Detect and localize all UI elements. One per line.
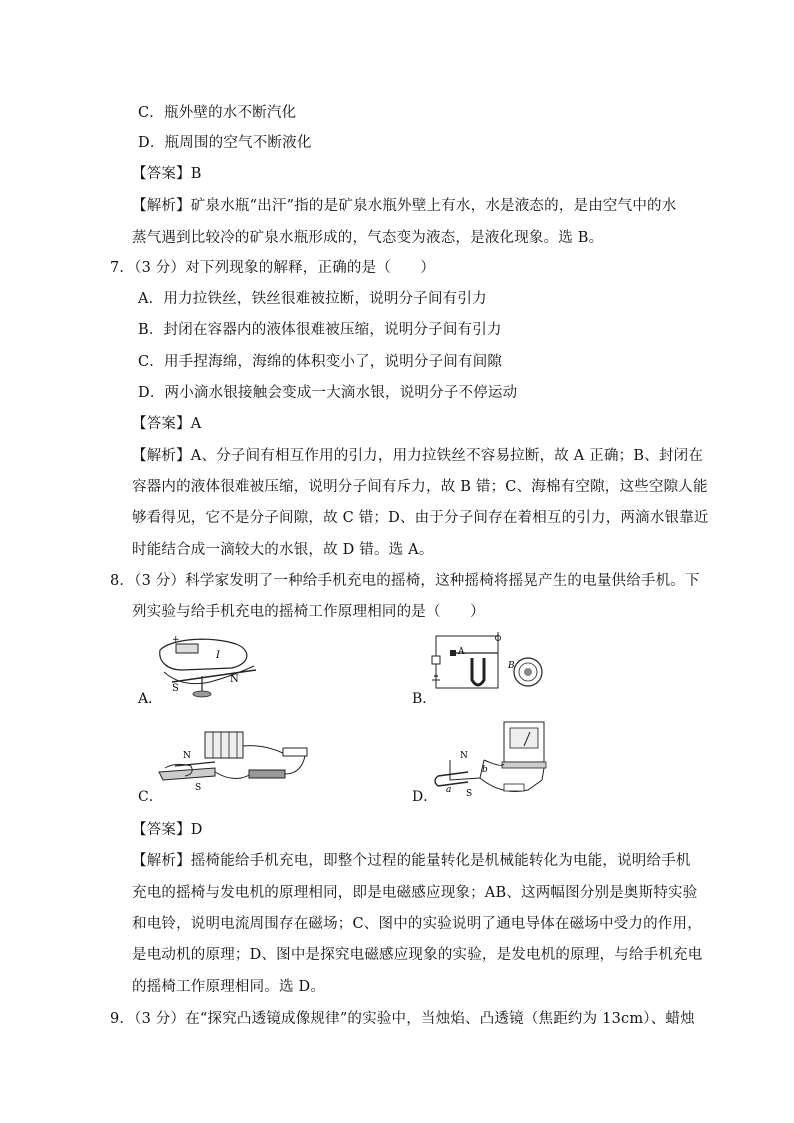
fig-d-a: a [446, 785, 452, 795]
q7-explanation-line-4: 时能结合成一滴较大的水银，故 D 错。选 A。 [132, 542, 434, 558]
q9-stem-line-1: 9．（3 分）在“探究凸透镜成像规律”的实验中，当烛焰、凸透镜（焦距约为 13cm）、蜡烛 [110, 1011, 695, 1027]
q6-option-d: D．瓶周围的空气不断液化 [138, 135, 312, 151]
fig-a-minus: − [198, 635, 206, 645]
q8-option-b-label: B． [412, 691, 437, 707]
q6-answer: 【答案】B [132, 166, 202, 182]
fig-c-s: S [195, 783, 202, 792]
q7-explanation-line-2: 容器内的液体很难被压缩，说明分子间有斥力，故 B 错；C、海棉有空隙，这些空隙人能 [132, 479, 708, 495]
q7-option-c: C．用手捏海绵，海绵的体积变小了，说明分子间有间隙 [138, 354, 503, 370]
fig-a-n: N [230, 674, 239, 685]
q7-option-a: A．用力拉铁丝，铁丝很难被拉断，说明分子间有引力 [138, 291, 487, 307]
q8-explanation-line-4: 是电动机的原理；D、图中是探究电磁感应现象的实验，是发电机的原理，与给手机充电 [132, 947, 703, 963]
q8-option-c-label: C． [138, 789, 163, 805]
fig-c-n: N [183, 751, 191, 761]
q8-stem-line-2: 列实验与给手机充电的摇椅工作原理相同的是（ ） [132, 604, 485, 620]
fig-a-s: S [172, 683, 179, 694]
figure-c-motor-principle [155, 728, 325, 792]
fig-d-s: S [466, 789, 473, 799]
q7-explanation-line-3: 够看得见，它不是分子间隙，故 C 错；D、由于分子间存在着相互的引力，两滴水银靠近 [132, 510, 709, 526]
q8-explanation-line-3: 和电铃，说明电流周围存在磁场；C、图中的实验说明了通电导体在磁场中受力的作用， [132, 916, 702, 932]
q7-answer: 【答案】A [132, 416, 202, 432]
q8-explanation-line-1: 【解析】摇椅能给手机充电，即整个过程的能量转化是机械能转化为电能，说明给手机 [132, 853, 691, 869]
figure-d-electromagnetic-induction [432, 720, 562, 802]
q8-answer: 【答案】D [132, 822, 203, 838]
q7-stem: 7．（3 分）对下列现象的解释，正确的是（ ） [110, 260, 436, 276]
fig-b-a: A [458, 647, 465, 657]
q8-explanation-line-5: 的摇椅工作原理相同。选 D。 [132, 979, 326, 995]
q6-explanation-line-1: 【解析】矿泉水瓶“出汗”指的是矿泉水瓶外壁上有水，水是液态的，是由空气中的水 [132, 198, 677, 214]
q8-explanation-line-2: 充电的摇椅与发电机的原理相同，即是电磁感应现象；AB、这两幅图分别是奥斯特实验 [132, 885, 698, 901]
q7-option-b: B．封闭在容器内的液体很难被压缩，说明分子间有引力 [138, 322, 502, 338]
figure-a-oersted-experiment [152, 630, 282, 698]
figure-b-electric-bell [428, 632, 558, 696]
q6-option-c: C．瓶外壁的水不断汽化 [138, 105, 297, 121]
q8-stem-line-1: 8．（3 分）科学家发明了一种给手机充电的摇椅，这种摇椅将摇晃产生的电量供给手机。下 [110, 573, 700, 589]
fig-d-n: N [460, 751, 468, 761]
fig-d-b: b [482, 765, 488, 775]
q8-option-a-label: A． [138, 691, 163, 707]
q7-option-d: D．两小滴水银接触会变成一大滴水银，说明分子不停运动 [138, 385, 518, 401]
fig-b-b: B [508, 661, 515, 671]
fig-a-plus: + [172, 635, 180, 645]
q6-explanation-line-2: 蒸气遇到比较冷的矿泉水瓶形成的，气态变为液态，是液化现象。选 B。 [132, 230, 604, 246]
q8-option-d-label: D． [412, 789, 438, 805]
fig-a-current: I [216, 650, 220, 661]
q7-explanation-line-1: 【解析】A、分子间有相互作用的引力，用力拉铁丝不容易拉断，故 A 正确；B、封闭在 [132, 448, 704, 464]
